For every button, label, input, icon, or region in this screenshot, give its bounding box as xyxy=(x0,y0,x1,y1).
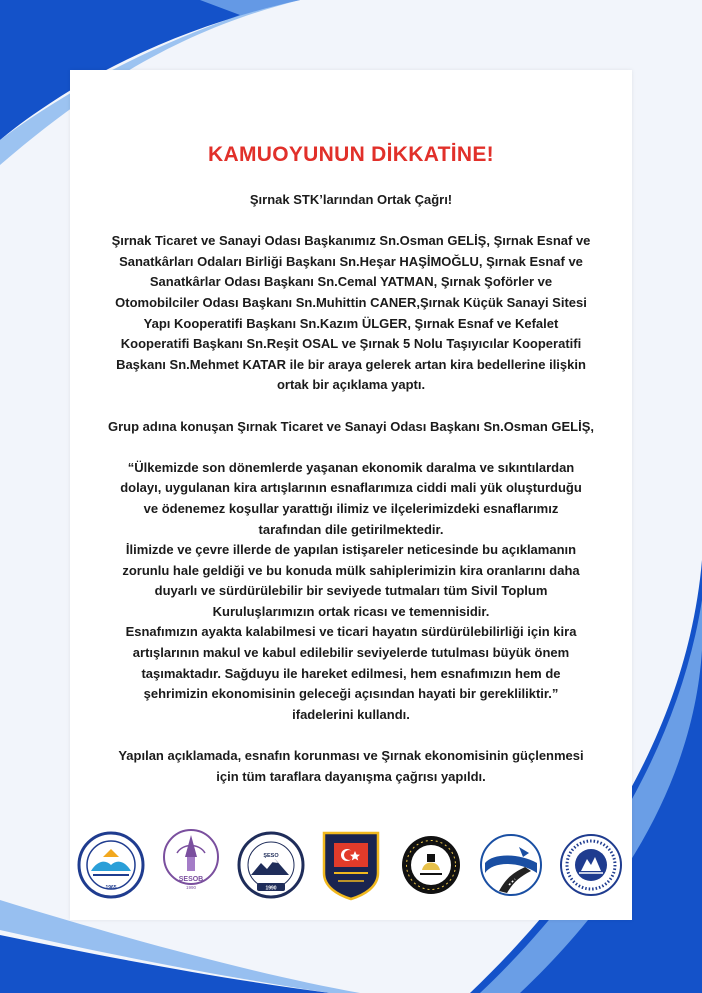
text-line: dolayı, uygulanan kira artışlarının esnaflarımıza ciddi mali yük oluşturduğu xyxy=(120,480,582,496)
text-line: “Ülkemizde son dönemlerde yaşanan ekonomik daralma ve sıkıntılardan xyxy=(127,459,575,475)
text-line: Sanatkârları Odaları Birliği Başkanı Sn.Heşar HAŞİMOĞLU, Şırnak Esnaf ve xyxy=(119,253,583,269)
text-line: zorunlu hale geldiği ve bu konuda mülk sahiplerimizin kira oranlarını daha xyxy=(122,562,580,578)
text-line: için tüm taraflara dayanışma çağrısı yapıldı. xyxy=(216,768,486,784)
text-line: tarafından dile getirilmektedir. xyxy=(258,521,444,537)
seso-mountain-seal-icon xyxy=(236,827,306,903)
logo-year: 1965 xyxy=(105,885,117,891)
logo-year: 1990 xyxy=(265,885,277,892)
transport-road-seal-icon xyxy=(476,827,546,903)
text-line: Yapılan açıklamada, esnafın korunması ve Şırnak ekonomisinin güçlenmesi xyxy=(118,748,584,764)
text-line: Kuruluşlarımızın ortak ricası ve temennisidir. xyxy=(212,603,490,619)
text-line: ifadelerini kullandı. xyxy=(292,706,410,722)
notice-subtitle: Şırnak STK’larından Ortak Çağrı! xyxy=(249,192,453,207)
logo-label: ŞESOB xyxy=(178,876,204,883)
text-line: Şırnak Ticaret ve Sanayi Odası Başkanımız Sn.Osman GELİŞ, Şırnak Esnaf ve xyxy=(111,233,591,249)
text-line: Sanatkârlar Odası Başkanı Sn.Cemal YATMAN, Şırnak Şoförler ve xyxy=(149,274,553,290)
logo-row xyxy=(76,825,626,905)
text-line: Yapı Kooperatifi Başkanı Sn.Kazım ÜLGER, Şırnak Esnaf ve Kefalet xyxy=(143,315,559,331)
closing-paragraph xyxy=(84,746,618,787)
text-line: İlimizde ve çevre illerde de yapılan istişareler neticesinde bu açıklamanın xyxy=(125,542,577,558)
logo-year: 1990 xyxy=(185,885,197,890)
text-line: Başkanı Sn.Mehmet KATAR ile bir araya gelerek artan kira bedellerine ilişkin xyxy=(116,356,586,372)
text-line: Otomobilciler Odası Başkanı Sn.Muhittin CANER,Şırnak Küçük Sanayi Sitesi xyxy=(115,294,587,310)
text-line: ortak bir açıklama yaptı. xyxy=(276,377,426,393)
speaker-line: Grup adına konuşan Şırnak Ticaret ve Sanayi Odası Başkanı Sn.Osman GELİŞ, xyxy=(108,418,594,434)
lead-paragraph xyxy=(84,231,618,396)
notice-body xyxy=(84,190,618,787)
text-line: artışlarının makul ve kabul edilebilir seviyelerde tutulması büyük önem xyxy=(132,645,570,661)
notice-title: KAMUOYUNUN DİKKATİNE! xyxy=(208,143,494,166)
chamber-of-commerce-seal-icon xyxy=(76,827,146,903)
sesob-tower-emblem-icon xyxy=(156,827,226,903)
text-line: ve ödenemez koşullar yarattığı ilimiz ve ilçelerimizdeki esnaflarımız xyxy=(143,500,559,516)
logo-label: ŞESO xyxy=(263,853,279,859)
industrial-site-seal-icon xyxy=(556,827,626,903)
text-line: taşımaktadır. Sağduyu ile hareket edilmesi, hem esnafımızın hem de xyxy=(141,665,561,681)
cooperative-black-seal-icon xyxy=(396,827,466,903)
text-line: duyarlı ve sürdürülebilir bir seviyede tutmaları tüm Sivil Toplum xyxy=(154,583,548,599)
drivers-shield-emblem-icon xyxy=(316,827,386,903)
quote-paragraph xyxy=(84,458,618,726)
text-line: Esnafımızın ayakta kalabilmesi ve ticari hayatın sürdürülebilirliği için kira xyxy=(125,624,577,640)
text-line: Kooperatifi Başkanı Sn.Reşit OSAL ve Şırnak 5 Nolu Taşıyıcılar Kooperatifi xyxy=(120,336,582,352)
text-line: şehrimizin ekonomisinin geleceği açısından hayati bir gerekliliktir.” xyxy=(143,686,559,702)
notice-card xyxy=(70,70,632,920)
